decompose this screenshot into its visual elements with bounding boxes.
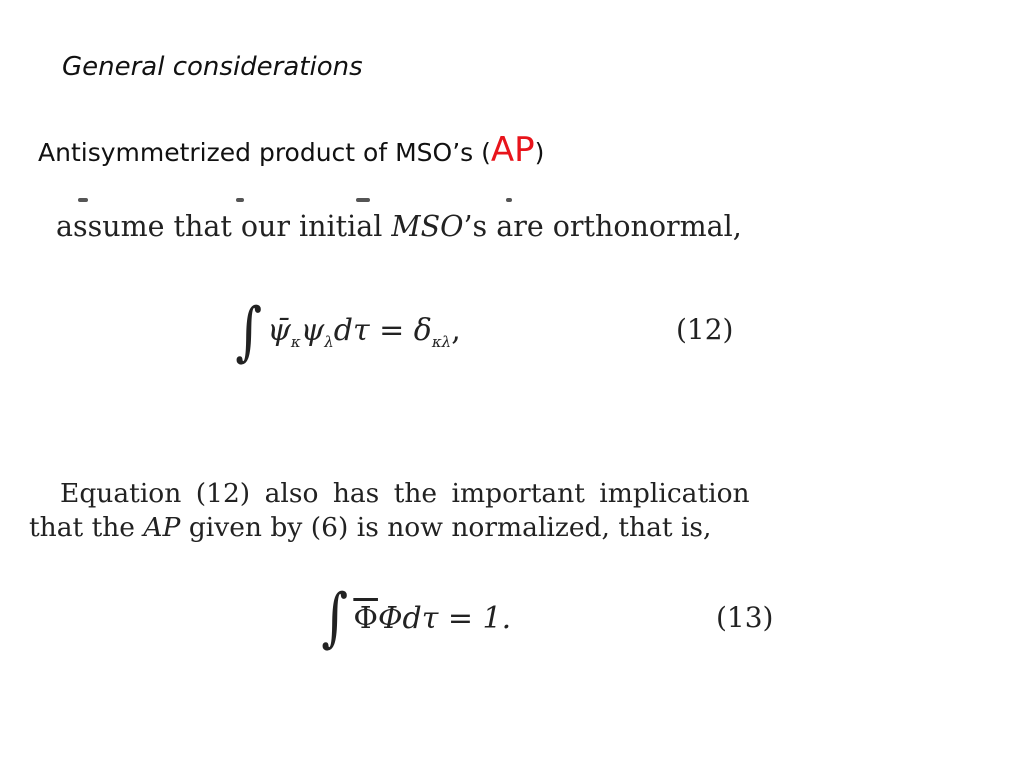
equation-13-body: [353, 601, 511, 636]
subscript-kappa: κ: [290, 333, 301, 351]
scan-line-orthonormal: [56, 210, 742, 243]
integral-sign: ∫: [321, 581, 349, 655]
psi: ψ: [300, 313, 325, 348]
equation-number-12: (12): [676, 313, 734, 346]
integral-sign: ∫: [235, 295, 263, 369]
equation-number-13: (13): [716, 601, 774, 634]
cropped-line-fragment: [56, 198, 746, 208]
slide-heading: [38, 130, 544, 170]
slide-subtitle: General considerations: [62, 52, 363, 82]
scan-line-equation-implication: Equation (12) also has the important implication: [60, 478, 750, 509]
line3-text-post: given by (6) is now normalized, that is,: [180, 512, 712, 543]
equation-12-body: [267, 313, 460, 351]
phi-bar: $\overline{\Phi}$: [353, 600, 378, 636]
subscript-kappa-lambda: κλ: [431, 333, 452, 351]
scan-line-normalized: [29, 512, 711, 543]
equation-13: [318, 578, 511, 658]
subscript-lambda: λ: [324, 333, 334, 351]
equation-12-comma: ,: [451, 313, 461, 348]
heading-accent: AP: [490, 130, 535, 170]
line3-italic: AP: [143, 512, 181, 543]
line1-text-post: ’s are orthonormal,: [463, 210, 742, 243]
heading-prefix: Antisymmetrized product of MSO’s (: [38, 138, 491, 167]
heading-suffix: ): [534, 138, 545, 167]
equation-13-rest: Φdτ = 1.: [377, 600, 512, 636]
psi-bar: ψ̄: [267, 313, 291, 348]
line3-text-pre: that the: [29, 512, 144, 543]
line1-text-pre: assume that our initial: [56, 210, 392, 243]
equation-12-rest: dτ = δ: [333, 313, 432, 348]
line1-italic: MSO: [391, 210, 464, 243]
equation-12: [232, 292, 461, 372]
